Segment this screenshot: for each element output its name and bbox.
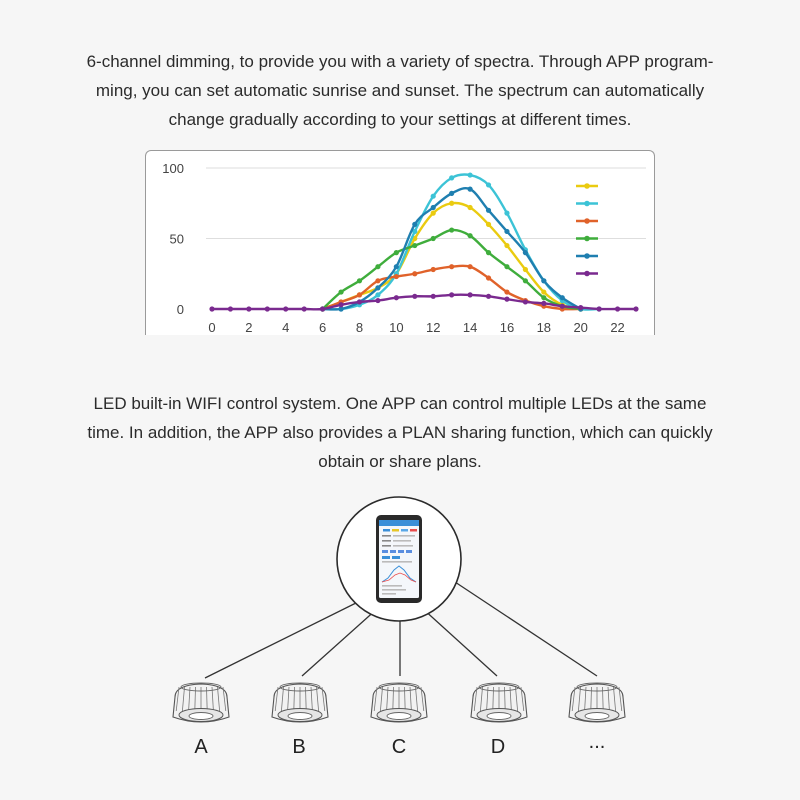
x-tick-label: 22 xyxy=(610,320,625,335)
connector-line-b xyxy=(302,608,378,676)
x-tick-label: 20 xyxy=(573,320,588,335)
led-lens xyxy=(387,713,411,720)
x-tick-label: 4 xyxy=(282,320,290,335)
connector-line-a xyxy=(205,600,362,678)
led-light-icon xyxy=(173,683,229,722)
led-light-icon xyxy=(471,683,527,722)
intro-line-1: 6-channel dimming, to provide you with a variety of spectra. Through APP program- xyxy=(86,52,714,71)
node-label-b: B xyxy=(292,736,306,758)
node-label-c: C xyxy=(391,736,407,758)
node-label-d: D xyxy=(490,736,506,758)
led-light-icon xyxy=(371,683,427,722)
node-label-a: A xyxy=(194,736,208,758)
wifi-line-1: LED built-in WIFI control system. One APP can control multiple LEDs at the same xyxy=(93,394,707,413)
x-tick-label: 14 xyxy=(462,320,478,335)
y-tick-label: 50 xyxy=(169,231,184,247)
intro-line-2: ming, you can set automatic sunrise and sunset. The spectrum can automatically xyxy=(95,81,705,100)
x-tick-label: 18 xyxy=(536,320,552,335)
x-tick-label: 16 xyxy=(499,320,515,335)
x-tick-label: 8 xyxy=(355,320,364,335)
y-tick-label: 0 xyxy=(176,302,184,317)
x-tick-label: 6 xyxy=(318,320,327,335)
led-lens xyxy=(189,713,213,720)
led-lens xyxy=(585,713,609,720)
x-tick-label: 0 xyxy=(208,320,216,335)
phone-icon xyxy=(376,515,422,603)
connector-line-d xyxy=(422,608,497,676)
x-tick-label: 2 xyxy=(245,320,253,335)
intro-line-3: change gradually according to your settings at different times. xyxy=(168,110,632,129)
y-tick-label: 100 xyxy=(162,161,184,176)
wifi-line-2: time. In addition, the APP also provides a PLAN sharing function, which can quickly xyxy=(87,423,713,442)
led-light-icon xyxy=(272,683,328,722)
x-tick-label: 10 xyxy=(389,320,404,335)
led-lens xyxy=(487,713,511,720)
x-tick-label: 12 xyxy=(425,320,441,335)
led-lens xyxy=(288,713,312,720)
wifi-line-3: obtain or share plans. xyxy=(318,452,482,471)
node-label-more: ... xyxy=(588,731,606,753)
led-light-icon xyxy=(569,683,625,722)
connector-line-more xyxy=(452,580,597,676)
